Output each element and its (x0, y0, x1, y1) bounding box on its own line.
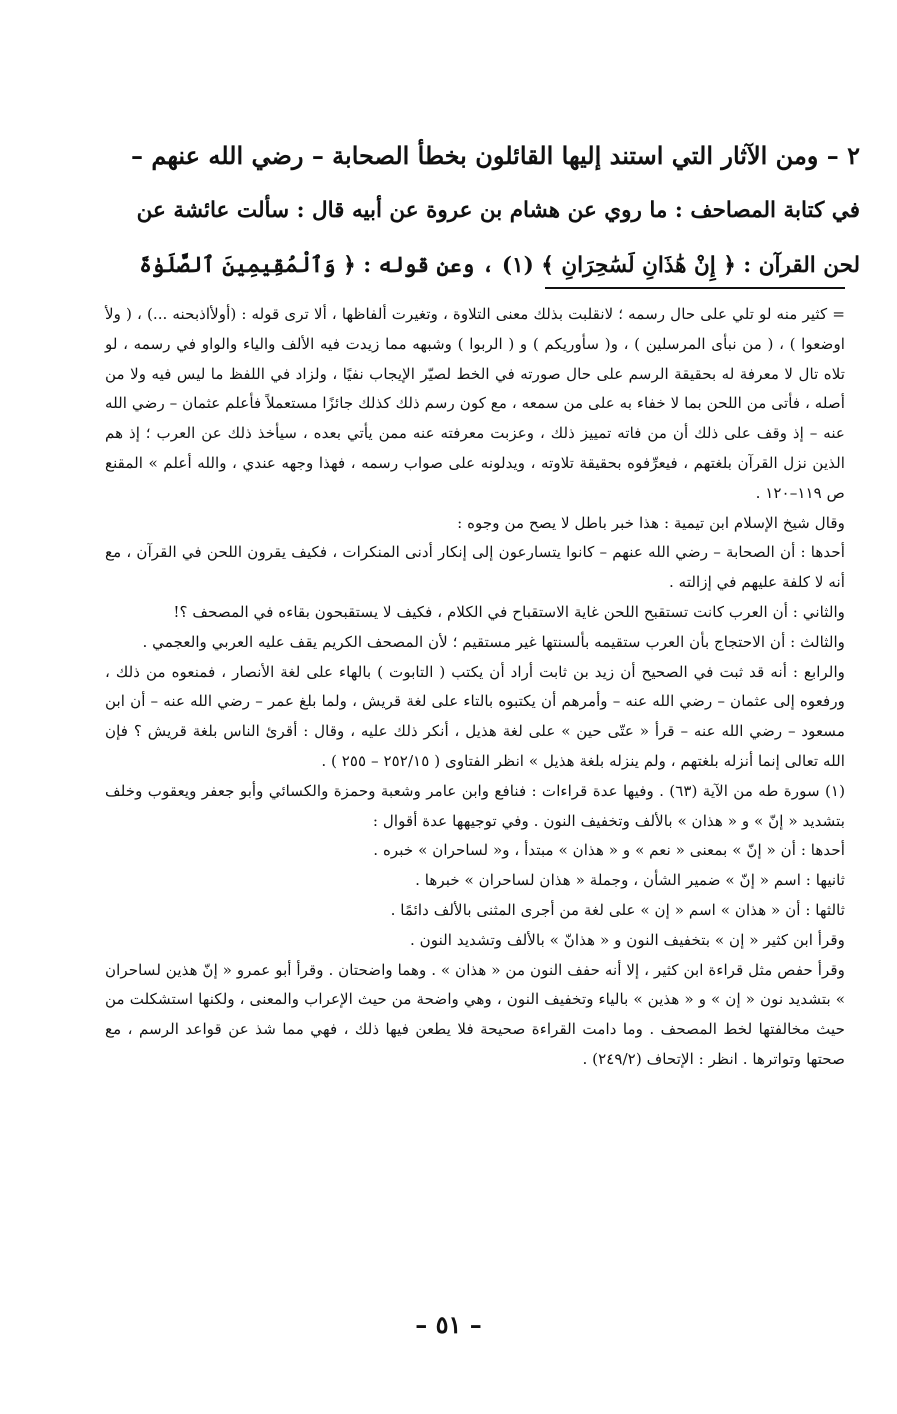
footnote-paragraph: والرابع : أنه قد ثبت في الصحيح أن زيد بن ثابت أراد أن يكتب ( التابوت ) بالهاء على لغة الأنصار ، فمنعوه من ذلك ، ورفعوه إلى عثمان – رضي الله عنه – وأمرهم أن يكتبوه بالتاء على لغة قريش ، ولما بلغ عمر – رضي الله عنه – أن ابن مسعود – رضي الله عنه – قرأ « عتّى حين » على لغة هذيل ، أنكر ذلك عليه ، وقال : أقرئ الناس بلغة قريش ؟ فإن الله تعالى إنما أنزله بلغتهم ، ولم ينزله بلغة هذيل » انظر الفتاوى ( ٢٥٢/١٥ – ٢٥٥ ) . (105, 662, 845, 770)
footnotes (105, 300, 845, 1075)
footnote-continuation: = كثير منه لو تلي على حال رسمه ؛ لانقلبت بذلك معنى التلاوة ، وتغيرت ألفاظها ، ألا ترى قوله : (أولأاذبحنه ...) ، ( ولأ اوضعوا ) ، ( من نبأى المرسلين ) ، و( سأوريكم ) و ( الربوا ) وشبهه مما زيدت فيه الألف والياء والواو في رسمه ، لو تلاه تال لا معرفة له بحقيقة الرسم على حال صورته في الخط لصيّر الإيجاب نفيًا ، ولزاد في اللفظ ما ليس فيه ولا من أصله ، فأتى من اللحن بما لا خفاء به على من سمعه ، مع كون رسم ذلك كذلك جائزًا مستعملاً فأعلم عثمان – رضي الله عنه – إذ وقف على ذلك أن من فاته تمييز ذلك ، وعزبت معرفته عنه ممن يأتي بعده ، سيأخذ ذلك عن العرب ؛ إذ هم الذين نزل القرآن بلغتهم ، فيعرِّفوه بحقيقة تلاوته ، ويدلونه على صواب رسمه ، فهذا وجهه عندي ، والله أعلم » المقنع ص ١١٩–١٢٠ . (105, 305, 845, 502)
footnote-paragraph: ثانيها : اسم « إنّ » ضمير الشأن ، وجملة « هذان لساحران » خبرها . (415, 871, 845, 890)
footnote-1: (١) سورة طه من الآية (٦٣) . وفيها عدة قراءات : فنافع وابن عامر وشعبة وحمزة والكسائي وأبو جعفر ويعقوب وخلف بتشديد « إنّ » و « هذان » بالألف وتخفيف النون . وفي توجيهها عدة أقوال : (105, 781, 846, 830)
footnote-paragraph: ثالثها : أن « هذان » اسم « إن » على لغة من أجرى المثنى بالألف دائمًا . (390, 900, 845, 919)
footnote-paragraph: وقال شيخ الإسلام ابن تيمية : هذا خبر باطل لا يصح من وجوه : (457, 513, 845, 532)
footnote-paragraph: وقرأ ابن كثير « إن » بتخفيف النون و « هذانّ » بالألف وتشديد النون . (409, 930, 845, 949)
footnote-separator (545, 287, 845, 289)
footnote-paragraph: أحدها : أن الصحابة – رضي الله عنهم – كانوا يتسارعون إلى إنكار أدنى المنكرات ، فكيف يقرون اللحن في القرآن ، مع أنه لا كلفة عليهم في إزالته . (105, 543, 845, 592)
main-text-line: لحن القرآن : ﴿ إِنْ هَٰذَانِ لَسَٰحِرَانِ ﴾ (١) ، وعن قوله : ﴿ وَٱلْمُقِيمِينَ ٱلصَّلَوٰةَ (139, 253, 860, 278)
footnote-paragraph: وقرأ حفص مثل قراءة ابن كثير ، إلا أنه حفف النون من « هذان » . وهما واضحتان . وقرأ أبو عمرو « إنّ هذين لساحران » بتشديد نون « إن » و « هذين » بالياء وتخفيف النون ، وهي واضحة من حيث الإعراب والمعنى ، ولكنها استشكلت من حيث مخالفتها لخط المصحف . وما دامت القراءة صحيحة فلا يطعن فيها ذلك ، فهي مما شذ عن قواعد الرسم ، مع صحتها وتواترها . انظر : الإتحاف (٢٤٩/٢) . (105, 960, 845, 1068)
main-text-line: في كتابة المصاحف : ما روي عن هشام بن عروة عن أبيه قال : سألت عائشة عن (136, 198, 860, 223)
footnote-paragraph: أحدها : أن « إنّ » بمعنى « نعم » و « هذان » مبتدأ ، و« لساحران » خبره . (373, 841, 845, 860)
footnote-paragraph: والثاني : أن العرب كانت تستقبح اللحن غاية الاستقباح في الكلام ، فكيف لا يستقبحون بقاءه في المصحف ؟! (173, 602, 845, 621)
footnote-paragraph: والثالث : أن الاحتجاج بأن العرب ستقيمه بألسنتها غير مستقيم ؛ لأن المصحف الكريم يقف عليه العربي والعجمي . (142, 632, 845, 651)
page-number: – ٥١ – (415, 1310, 482, 1339)
main-text (130, 128, 860, 293)
main-text-line: ٢ – ومن الآثار التي استند إليها القائلون بخطأ الصحابة – رضي الله عنهم – (131, 141, 860, 170)
